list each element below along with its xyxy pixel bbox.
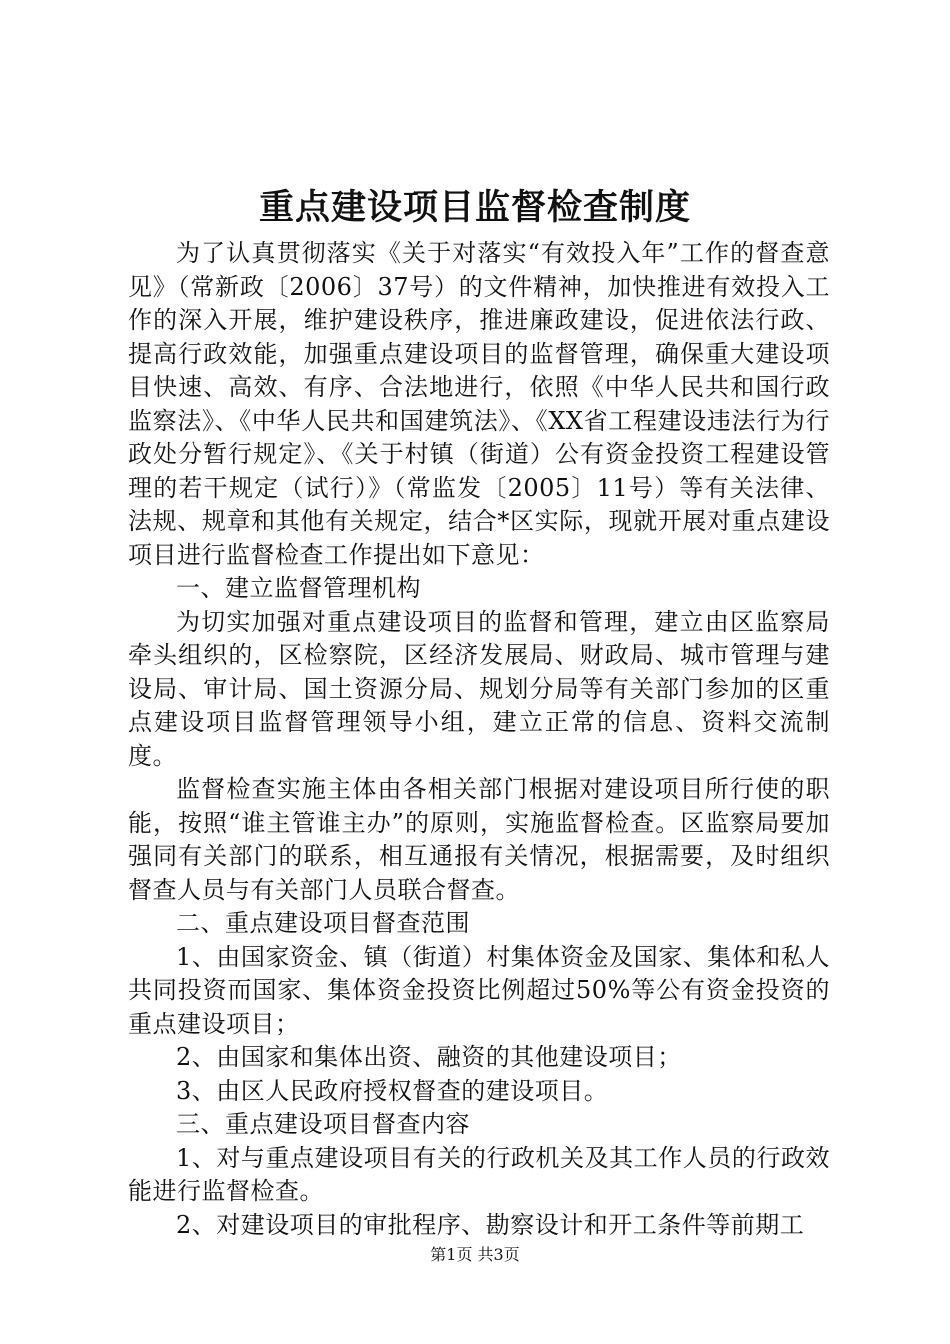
- section-heading-3: 三、重点建设项目督查内容: [176, 1110, 470, 1138]
- document-title: 重点建设项目监督检查制度: [258, 187, 691, 228]
- section-heading-2: 二、重点建设项目督查范围: [176, 909, 470, 937]
- list-item: 1、由国家资金、镇（街道）村集体资金及国家、集体和私人共同投资而国家、集体资金投资比例超过50%等公有资金投资的重点建设项目；: [128, 942, 830, 1038]
- paragraph: 监督检查实施主体由各相关部门根据对建设项目所行使的职能，按照“谁主管谁主办”的原则，实施监督检查。区监察局要加强同有关部门的联系，相互通报有关情况，根据需要，及时组织督查人员与有关部门人员联合督查。: [128, 775, 830, 904]
- list-item: 2、由国家和集体出资、融资的其他建设项目；: [176, 1043, 682, 1071]
- document-body: [128, 237, 830, 1242]
- list-item: 3、由区人民政府授权督查的建设项目。: [176, 1076, 609, 1105]
- section-heading-1: 一、建立监督管理机构: [176, 574, 421, 602]
- page-footer: 第1页 共3页: [430, 1245, 520, 1264]
- list-item: 2、对建设项目的审批程序、勘察设计和开工条件等前期工: [176, 1210, 805, 1239]
- paragraph-intro: 为了认真贯彻落实《关于对落实“有效投入年”工作的督查意见》（常新政〔2006〕37号）的文件精神，加快推进有效投入工作的深入开展，维护建设秩序，推进廉政建设，促进依法行政、提高行政效能，加强重点建设项目的监督管理，确保重大建设项目快速、高效、有序、合法地进行，依照《中华人民共和国行政监察法》、《中华人民共和国建筑法》、《XX省工程建设违法行为行政处分暂行规定》、《关于村镇（街道）公有资金投资工程建设管理的若干规定（试行）》（常监发〔2005〕11号）等有关法律、法规、规章和其他有关规定，结合*区实际，现就开展对重点建设项目进行监督检查工作提出如下意见：: [128, 239, 830, 569]
- paragraph: 为切实加强对重点建设项目的监督和管理，建立由区监察局牵头组织的，区检察院，区经济发展局、财政局、城市管理与建设局、审计局、国土资源分局、规划分局等有关部门参加的区重点建设项目监督管理领导小组，建立正常的信息、资料交流制度。: [128, 607, 830, 770]
- list-item: 1、对与重点建设项目有关的行政机关及其工作人员的行政效能进行监督检查。: [128, 1143, 830, 1205]
